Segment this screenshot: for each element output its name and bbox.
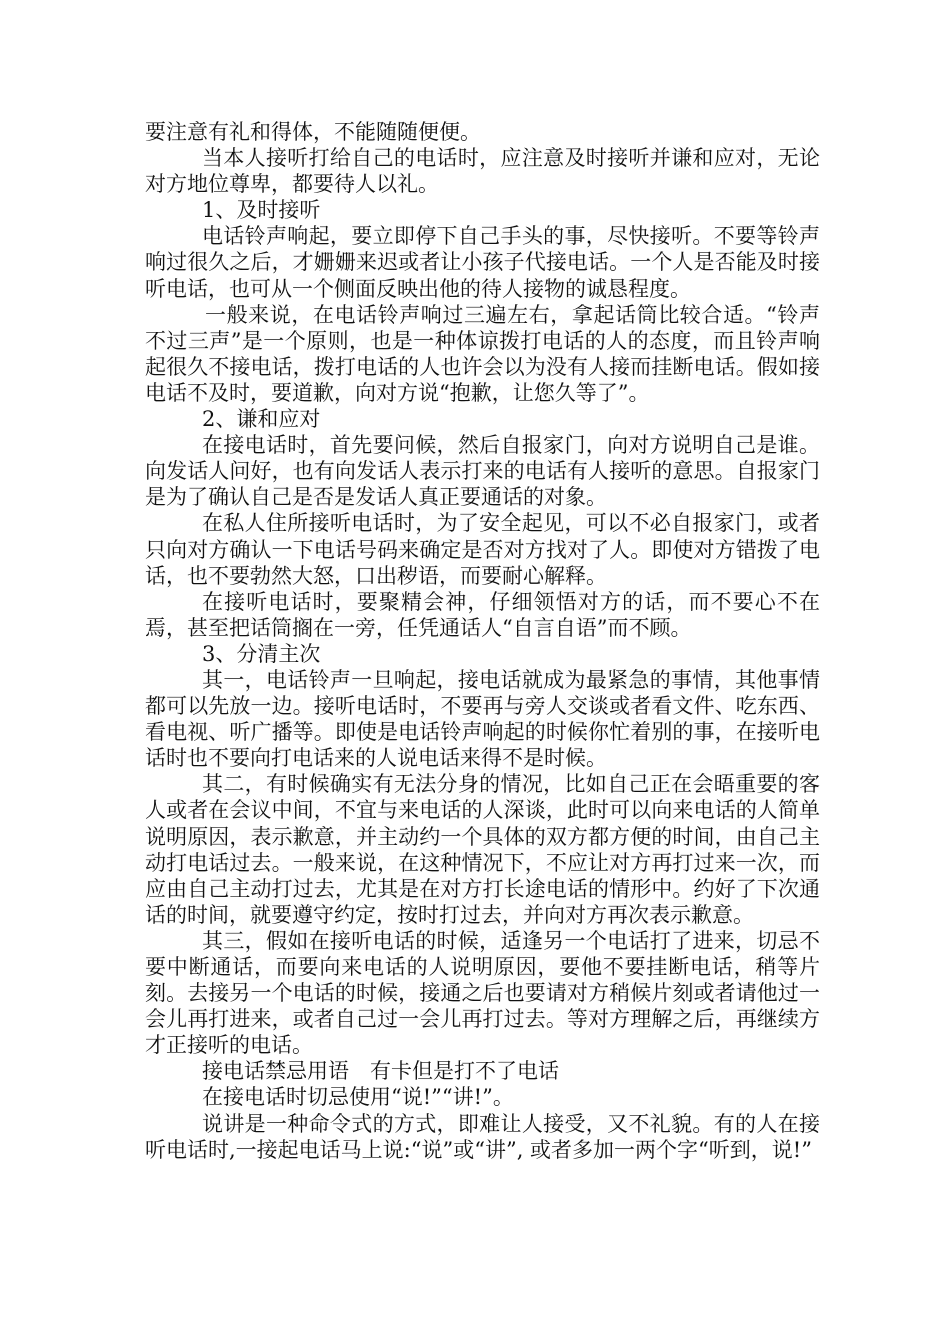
paragraph: 电话铃声响起，要立即停下自己手头的事，尽快接听。不要等铃声响过很久之后，才姗姗来迟或者让小孩子代接电话。一个人是否能及时接听电话，也可从一个侧面反映出他的待人接物的诚恳程度。 bbox=[145, 224, 820, 301]
paragraph: 在私人住所接听电话时，为了安全起见，可以不必自报家门，或者只向对方确认一下电话号码来确定是否对方找对了人。即使对方错拨了电话，也不要勃然大怒，口出秽语，而要耐心解释。 bbox=[145, 511, 820, 588]
paragraph: 在接听电话时，要聚精会神，仔细领悟对方的话，而不要心不在焉，甚至把话筒搁在一旁，任凭通话人“自言自语”而不顾。 bbox=[145, 589, 820, 640]
paragraph: 其二，有时候确实有无法分身的情况，比如自己正在会晤重要的客人或者在会议中间，不宜与来电话的人深谈，此时可以向来电话的人简单说明原因，表示歉意，并主动约一个具体的双方都方便的时间，由自己主动打电话过去。一般来说，在这种情况下，不应让对方再打过来一次，而应由自己主动打过去，尤其是在对方打长途电话的情形中。约好了下次通话的时间，就要遵守约定，按时打过去，并向对方再次表示歉意。 bbox=[145, 772, 820, 927]
section-heading: 2、谦和应对 bbox=[202, 407, 321, 432]
paragraph: 当本人接听打给自己的电话时，应注意及时接听并谦和应对，无论对方地位尊卑，都要待人以礼。 bbox=[145, 146, 820, 197]
paragraph: 在接电话时，首先要问候，然后自报家门，向对方说明自己是谁。向发话人问好，也有向发话人表示打来的电话有人接听的意思。自报家门是为了确认自己是否是发话人真正要通话的对象。 bbox=[145, 433, 820, 510]
subheading: 接电话禁忌用语 有卡但是打不了电话 bbox=[202, 1059, 559, 1084]
paragraph: 说讲是一种命令式的方式，即难让人接受，又不礼貌。有的人在接听电话时,一接起电话马上说:“说”或“讲”, 或者多加一两个字“听到，说!” bbox=[145, 1111, 820, 1162]
paragraph: 要注意有礼和得体，不能随随便便。 bbox=[145, 120, 481, 144]
paragraph: 一般来说，在电话铃声响过三遍左右，拿起话筒比较合适。“铃声不过三声”是一个原则，也是一种体谅拨打电话的人的态度，而且铃声响起很久不接电话，拨打电话的人也许会以为没有人接而挂断电话。假如接电话不及时，要道歉，向对方说“抱歉，让您久等了”。 bbox=[145, 302, 820, 405]
section-heading: 3、分清主次 bbox=[202, 641, 321, 666]
document-body bbox=[145, 119, 820, 1163]
paragraph: 其三，假如在接听电话的时候，适逢另一个电话打了进来，切忌不要中断通话，而要向来电话的人说明原因，要他不要挂断电话，稍等片刻。去接另一个电话的时候，接通之后也要请对方稍候片刻或者请他过一会儿再打进来，或者自己过一会儿再打过去。等对方理解之后，再继续方才正接听的电话。 bbox=[145, 928, 820, 1058]
paragraph: 其一，电话铃声一旦响起，接电话就成为最紧急的事情，其他事情都可以先放一边。接听电话时，不要再与旁人交谈或者看文件、吃东西、看电视、听广播等。即使是电话铃声响起的时候你忙着别的事，在接听电话时也不要向打电话来的人说电话来得不是时候。 bbox=[145, 667, 820, 771]
paragraph: 在接电话时切忌使用“说!”“讲!”。 bbox=[202, 1085, 514, 1110]
section-heading: 1、及时接听 bbox=[202, 198, 321, 223]
